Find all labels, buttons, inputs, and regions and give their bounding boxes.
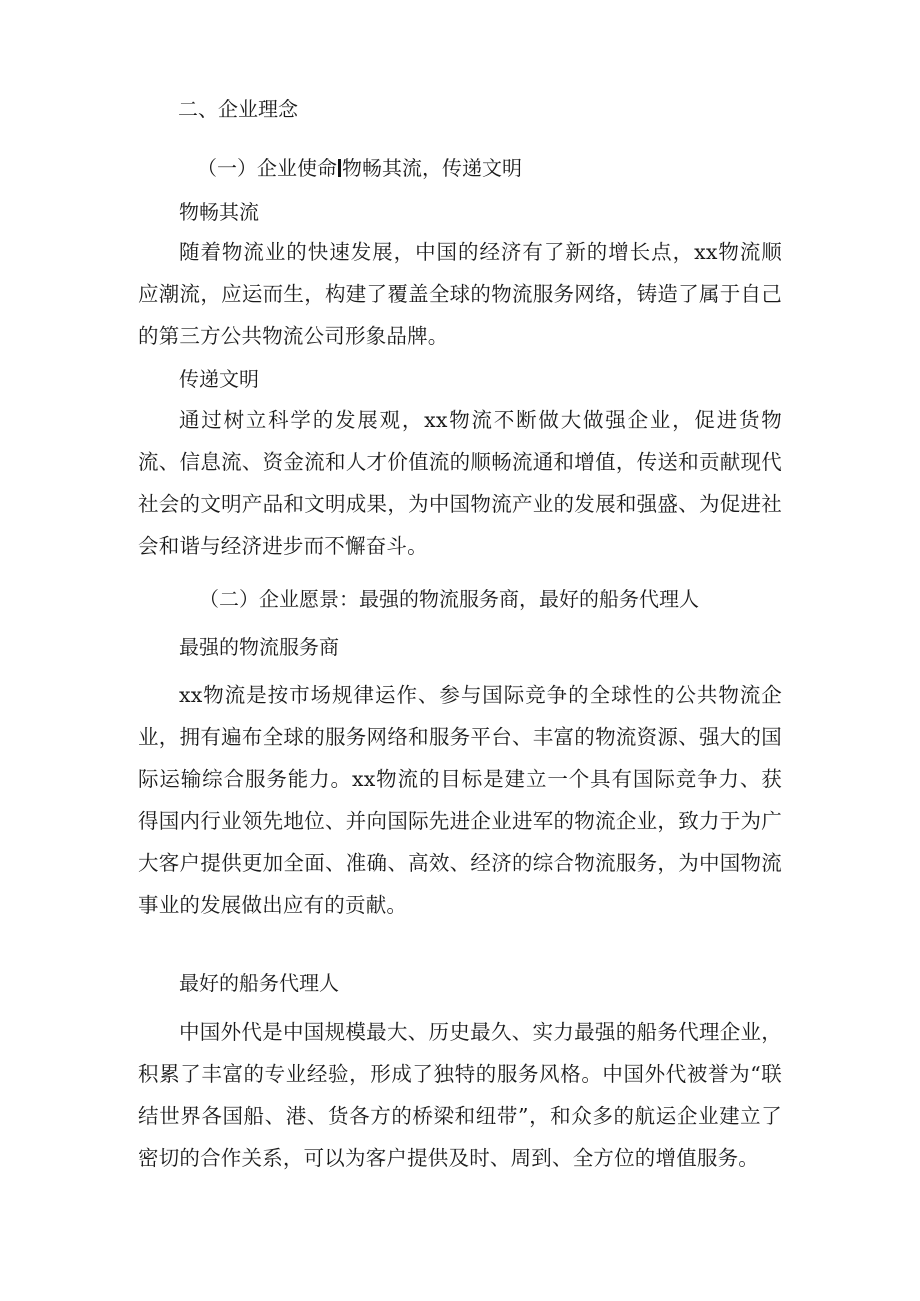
mission-heading-text: 物畅其流，传递文明	[342, 156, 522, 180]
vision-sub2-paragraph: 中国外代是中国规模最大、历史最久、实力最强的船务代理企业，积累了丰富的专业经验，形成了独特的服务风格。中国外代被誉为“联结世界各国船、港、货各方的桥梁和纽带”，和众多的航运企业建立了密切的合作关系，可以为客户提供及时、周到、全方位的增值服务。	[138, 1020, 782, 1170]
section-title: 二、企业理念	[178, 97, 298, 121]
vision-heading: （二）企业愿景：最强的物流服务商，最好的船务代理人	[199, 587, 699, 611]
vision-sub2-title: 最好的船务代理人	[179, 971, 339, 995]
mission-sub2-paragraph: 通过树立科学的发展观，xx物流不断做大做强企业，促进货物流、信息流、资金流和人才价值流的顺畅流通和增值，传送和贡献现代社会的文明产品和文明成果，为中国物流产业的发展和强盛、为促进社会和谐与经济进步而不懈奋斗。	[138, 408, 782, 558]
mission-heading-prefix: （一）企业使命	[197, 156, 337, 180]
vision-sub1-title: 最强的物流服务商	[179, 635, 339, 659]
mission-heading	[197, 153, 522, 183]
mission-sub2-title: 传递文明	[179, 367, 259, 391]
vision-sub1-paragraph: xx物流是按市场规律运作、参与国际竞争的全球性的公共物流企业，拥有遍布全球的服务网络和服务平台、丰富的物流资源、强大的国际运输综合服务能力。xx物流的目标是建立一个具有国际竞争力、获得国内行业领先地位、并向国际先进企业进军的物流企业，致力于为广大客户提供更加全面、准确、高效、经济的综合物流服务，为中国物流事业的发展做出应有的贡献。	[138, 683, 782, 917]
mission-sub1-paragraph: 随着物流业的快速发展，中国的经济有了新的增长点，xx物流顺应潮流，应运而生，构建了覆盖全球的物流服务网络，铸造了属于自己的第三方公共物流公司形象品牌。	[138, 240, 782, 348]
mission-sub1-title: 物畅其流	[179, 200, 259, 224]
text-cursor-mark	[338, 159, 341, 177]
